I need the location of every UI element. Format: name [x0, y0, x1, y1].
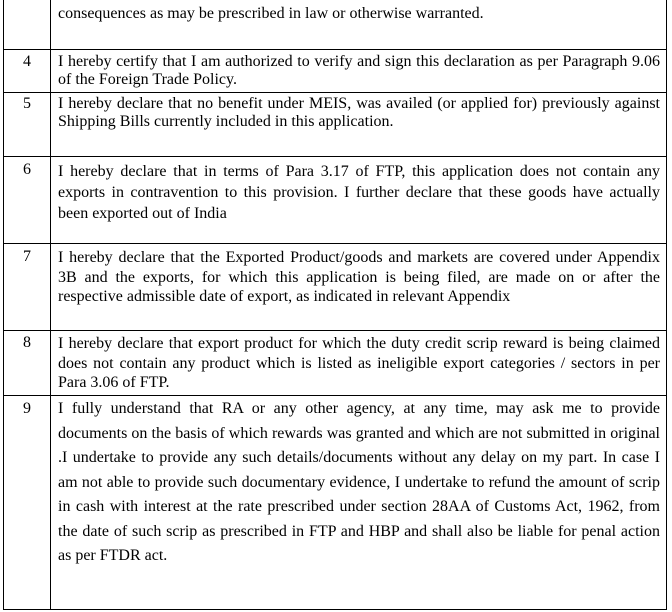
- table-row: [4, 396, 666, 610]
- row-number: 9: [4, 396, 51, 610]
- row-number: 7: [4, 244, 51, 330]
- row-text: I fully understand that RA or any other agency, at any time, may ask me to provide documents on the basis of which rewards was granted and which are not submitted in original .I undertake to provide any such details/documents without any delay on my part. In case I am not able to provide such documentary evidence, I undertake to refund the amount of scrip in cash with interest at the rate prescribed under section 28AA of Customs Act, 1962, from the date of such scrip as prescribed in FTP and HBP and shall also be liable for penal action as per FTDR act.: [58, 400, 660, 564]
- table-row: [4, 93, 666, 157]
- table-row: [4, 244, 666, 331]
- row-text: consequences as may be prescribed in law or otherwise warranted.: [58, 5, 484, 22]
- row-text: I hereby declare that in terms of Para 3.17 of FTP, this application does not contain any exports in contravention to this provision. I further declare that these goods have actually been exported out of India: [58, 163, 660, 222]
- table-row: [4, 50, 666, 93]
- table-row: [4, 157, 666, 244]
- row-number: 6: [4, 157, 51, 243]
- table-row: [4, 331, 666, 396]
- declaration-table: [3, 0, 667, 610]
- row-number: 4: [4, 50, 51, 92]
- row-number: [4, 0, 51, 49]
- row-text: I hereby certify that I am authorized to verify and sign this declaration as per Paragraph 9.06 of the Foreign Trade Policy.: [58, 53, 660, 88]
- row-text: I hereby declare that export product for which the duty credit scrip reward is being claimed does not contain any product which is listed as ineligible export categories / sectors in per Para 3.06 of FTP.: [58, 335, 660, 391]
- row-number: 8: [4, 331, 51, 395]
- row-text: I hereby declare that no benefit under MEIS, was availed (or applied for) previously against Shipping Bills currently included in this application.: [58, 95, 660, 130]
- row-text: I hereby declare that the Exported Product/goods and markets are covered under Appendix 3B and the exports, for which this application is being filed, are made on or after the respective admissible date of export, as indicated in relevant Appendix: [58, 249, 660, 305]
- row-number: 5: [4, 93, 51, 156]
- table-row: [4, 0, 666, 50]
